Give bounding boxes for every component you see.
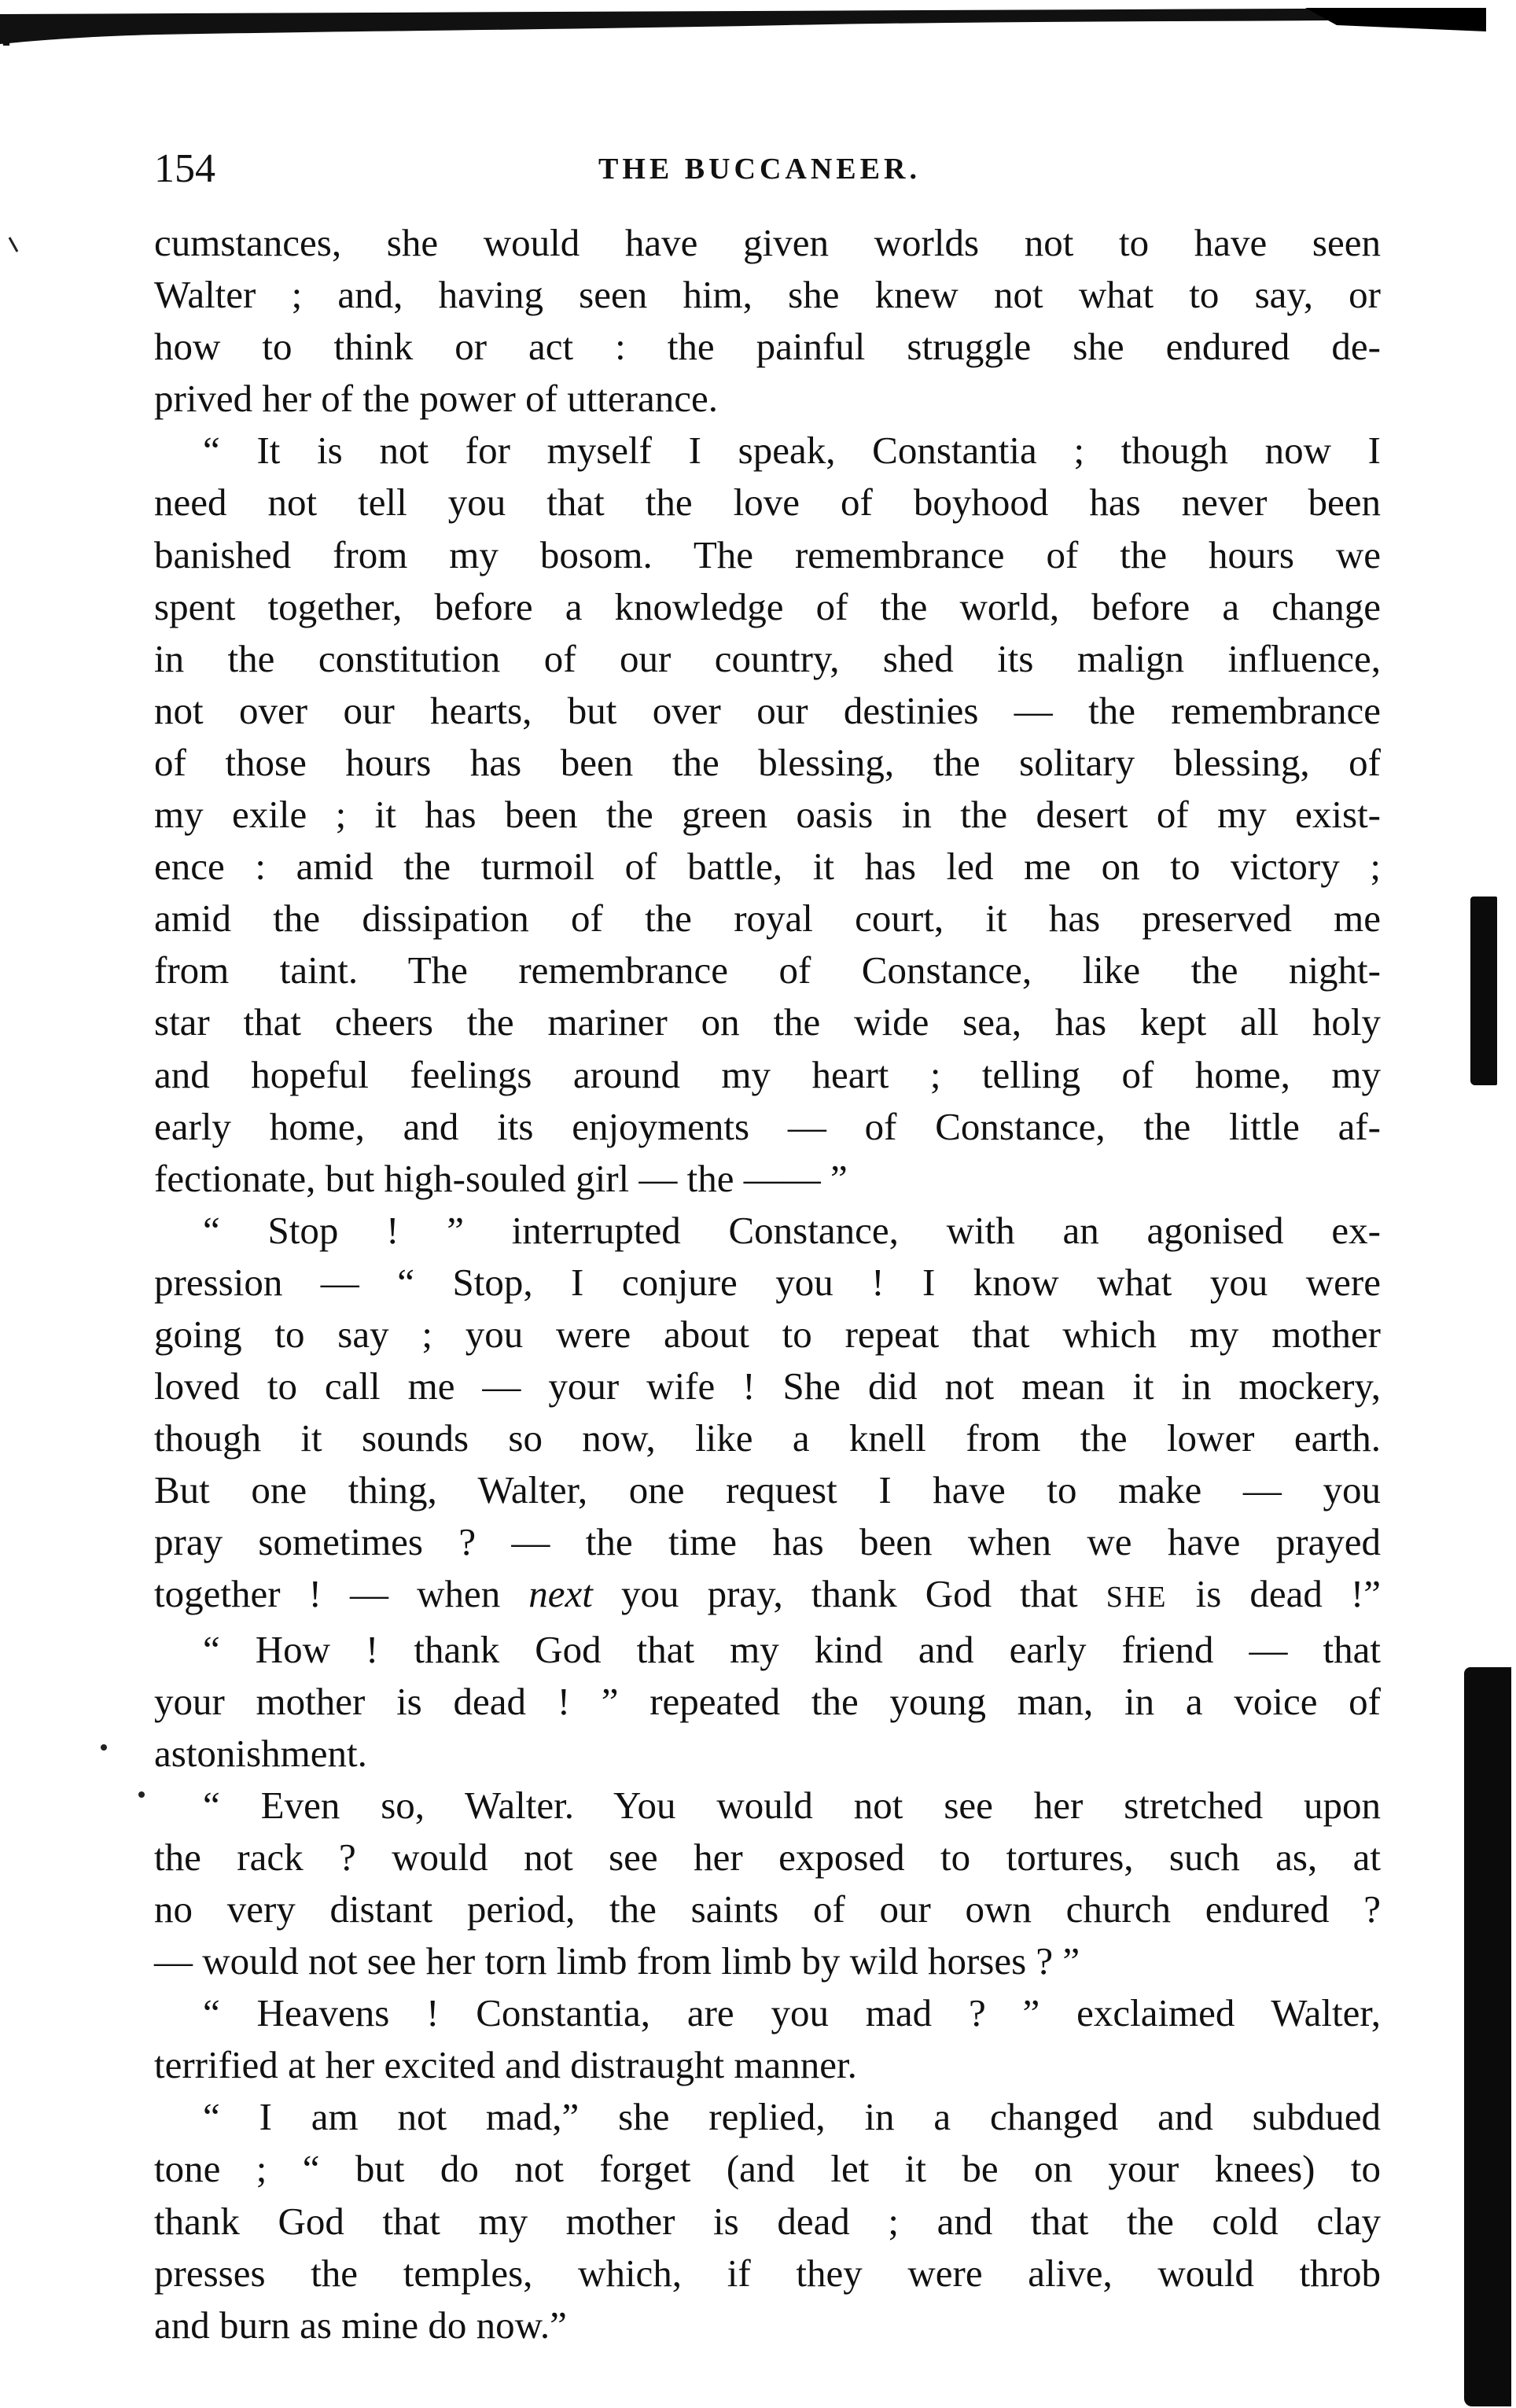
body-text <box>154 217 1381 2351</box>
paragraph-first-line: “ Heavens ! Constantia, are you mad ? ” exclaimed Walter, <box>203 1991 1381 2035</box>
text-line: presses the temples, which, if they were alive, would throb <box>154 2251 1381 2295</box>
text-line: from taint. The remembrance of Constance, like the night- <box>154 948 1381 992</box>
text-run: together ! — when <box>154 1572 529 1616</box>
scan-edge-top-artifact <box>0 8 1486 46</box>
paragraph-first-line: “ Stop ! ” interrupted Constance, with an agonised ex- <box>203 1208 1381 1252</box>
text-run: is dead !” <box>1167 1572 1382 1616</box>
italic-word: next <box>528 1572 593 1616</box>
text-line: going to say ; you were about to repeat that which my mother <box>154 1312 1381 1356</box>
text-line: fectionate, but high-souled girl — the —— ” <box>154 1156 848 1200</box>
text-line: pray sometimes ? — the time has been when we have prayed <box>154 1520 1381 1564</box>
paragraph-first-line: “ Even so, Walter. You would not see her stretched upon <box>203 1783 1381 1827</box>
text-line: the rack ? would not see her exposed to tortures, such as, at <box>154 1835 1381 1879</box>
text-line: ence : amid the turmoil of battle, it has led me on to victory ; <box>154 845 1381 889</box>
text-line: spent together, before a knowledge of the world, before a change <box>154 584 1381 628</box>
text-line: and burn as mine do now.” <box>154 2303 567 2347</box>
running-header <box>154 142 1381 197</box>
text-line: your mother is dead ! ” repeated the young man, in a voice of <box>154 1679 1381 1723</box>
text-line: in the constitution of our country, shed its malign influence, <box>154 636 1381 680</box>
text-line: loved to call me — your wife ! She did not mean it in mockery, <box>154 1364 1381 1408</box>
stray-ink-dot <box>101 1744 107 1751</box>
text-line: terrified at her excited and distraught manner. <box>154 2043 857 2087</box>
text-line: and hopeful feelings around my heart ; telling of home, my <box>154 1052 1381 1096</box>
text-line: my exile ; it has been the green oasis in the desert of my exist- <box>154 793 1381 837</box>
text-line: amid the dissipation of the royal court, it has preserved me <box>154 897 1381 941</box>
text-line: though it sounds so now, like a knell from the lower earth. <box>154 1416 1381 1460</box>
paragraph-first-line: “ It is not for myself I speak, Constantia ; though now I <box>203 429 1381 473</box>
text-line: Walter ; and, having seen him, she knew not what to say, or <box>154 273 1381 317</box>
text-line-rich <box>154 1568 1381 1623</box>
text-line: star that cheers the mariner on the wide sea, has kept all holy <box>154 1000 1381 1044</box>
text-line: early home, and its enjoyments — of Constance, the little af- <box>154 1104 1381 1148</box>
margin-tick-mark <box>8 236 19 253</box>
text-line: of those hours has been the blessing, the solitary blessing, of <box>154 740 1381 784</box>
text-line: pression — “ Stop, I conjure you ! I know what you were <box>154 1260 1381 1304</box>
text-line: how to think or act : the painful struggle she endured de- <box>154 325 1381 369</box>
page-number: 154 <box>154 146 215 191</box>
text-line: thank God that my mother is dead ; and that the cold clay <box>154 2199 1381 2243</box>
text-line: not over our hearts, but over our destinies — the remembrance <box>154 688 1381 732</box>
running-title: THE BUCCANEER. <box>598 153 921 186</box>
text-run: you pray, thank God that <box>592 1572 1106 1616</box>
paragraph-first-line: “ How ! thank God that my kind and early friend — that <box>203 1627 1381 1671</box>
text-line: prived her of the power of utterance. <box>154 377 718 421</box>
page-edge-shadow-upper <box>1470 897 1497 1085</box>
text-line: tone ; “ but do not forget (and let it be on your knees) to <box>154 2147 1381 2191</box>
text-line: no very distant period, the saints of our own church endured ? <box>154 1887 1381 1931</box>
text-line: But one thing, Walter, one request I have to make — you <box>154 1468 1381 1512</box>
text-line: cumstances, she would have given worlds not to have seen <box>154 221 1381 264</box>
paragraph-first-line: “ I am not mad,” she replied, in a changed and subdued <box>203 2095 1381 2139</box>
text-line: need not tell you that the love of boyhood has never been <box>154 480 1381 525</box>
text-line: astonishment. <box>154 1731 367 1775</box>
text-line: banished from my bosom. The remembrance of the hours we <box>154 532 1381 576</box>
page-edge-shadow-lower <box>1464 1667 1511 2406</box>
text-line: — would not see her torn limb from limb by wild horses ? ” <box>154 1939 1080 1983</box>
stray-ink-dot <box>138 1791 145 1798</box>
small-caps-word: SHE <box>1106 1581 1168 1615</box>
scan-edge-top <box>0 8 1486 46</box>
